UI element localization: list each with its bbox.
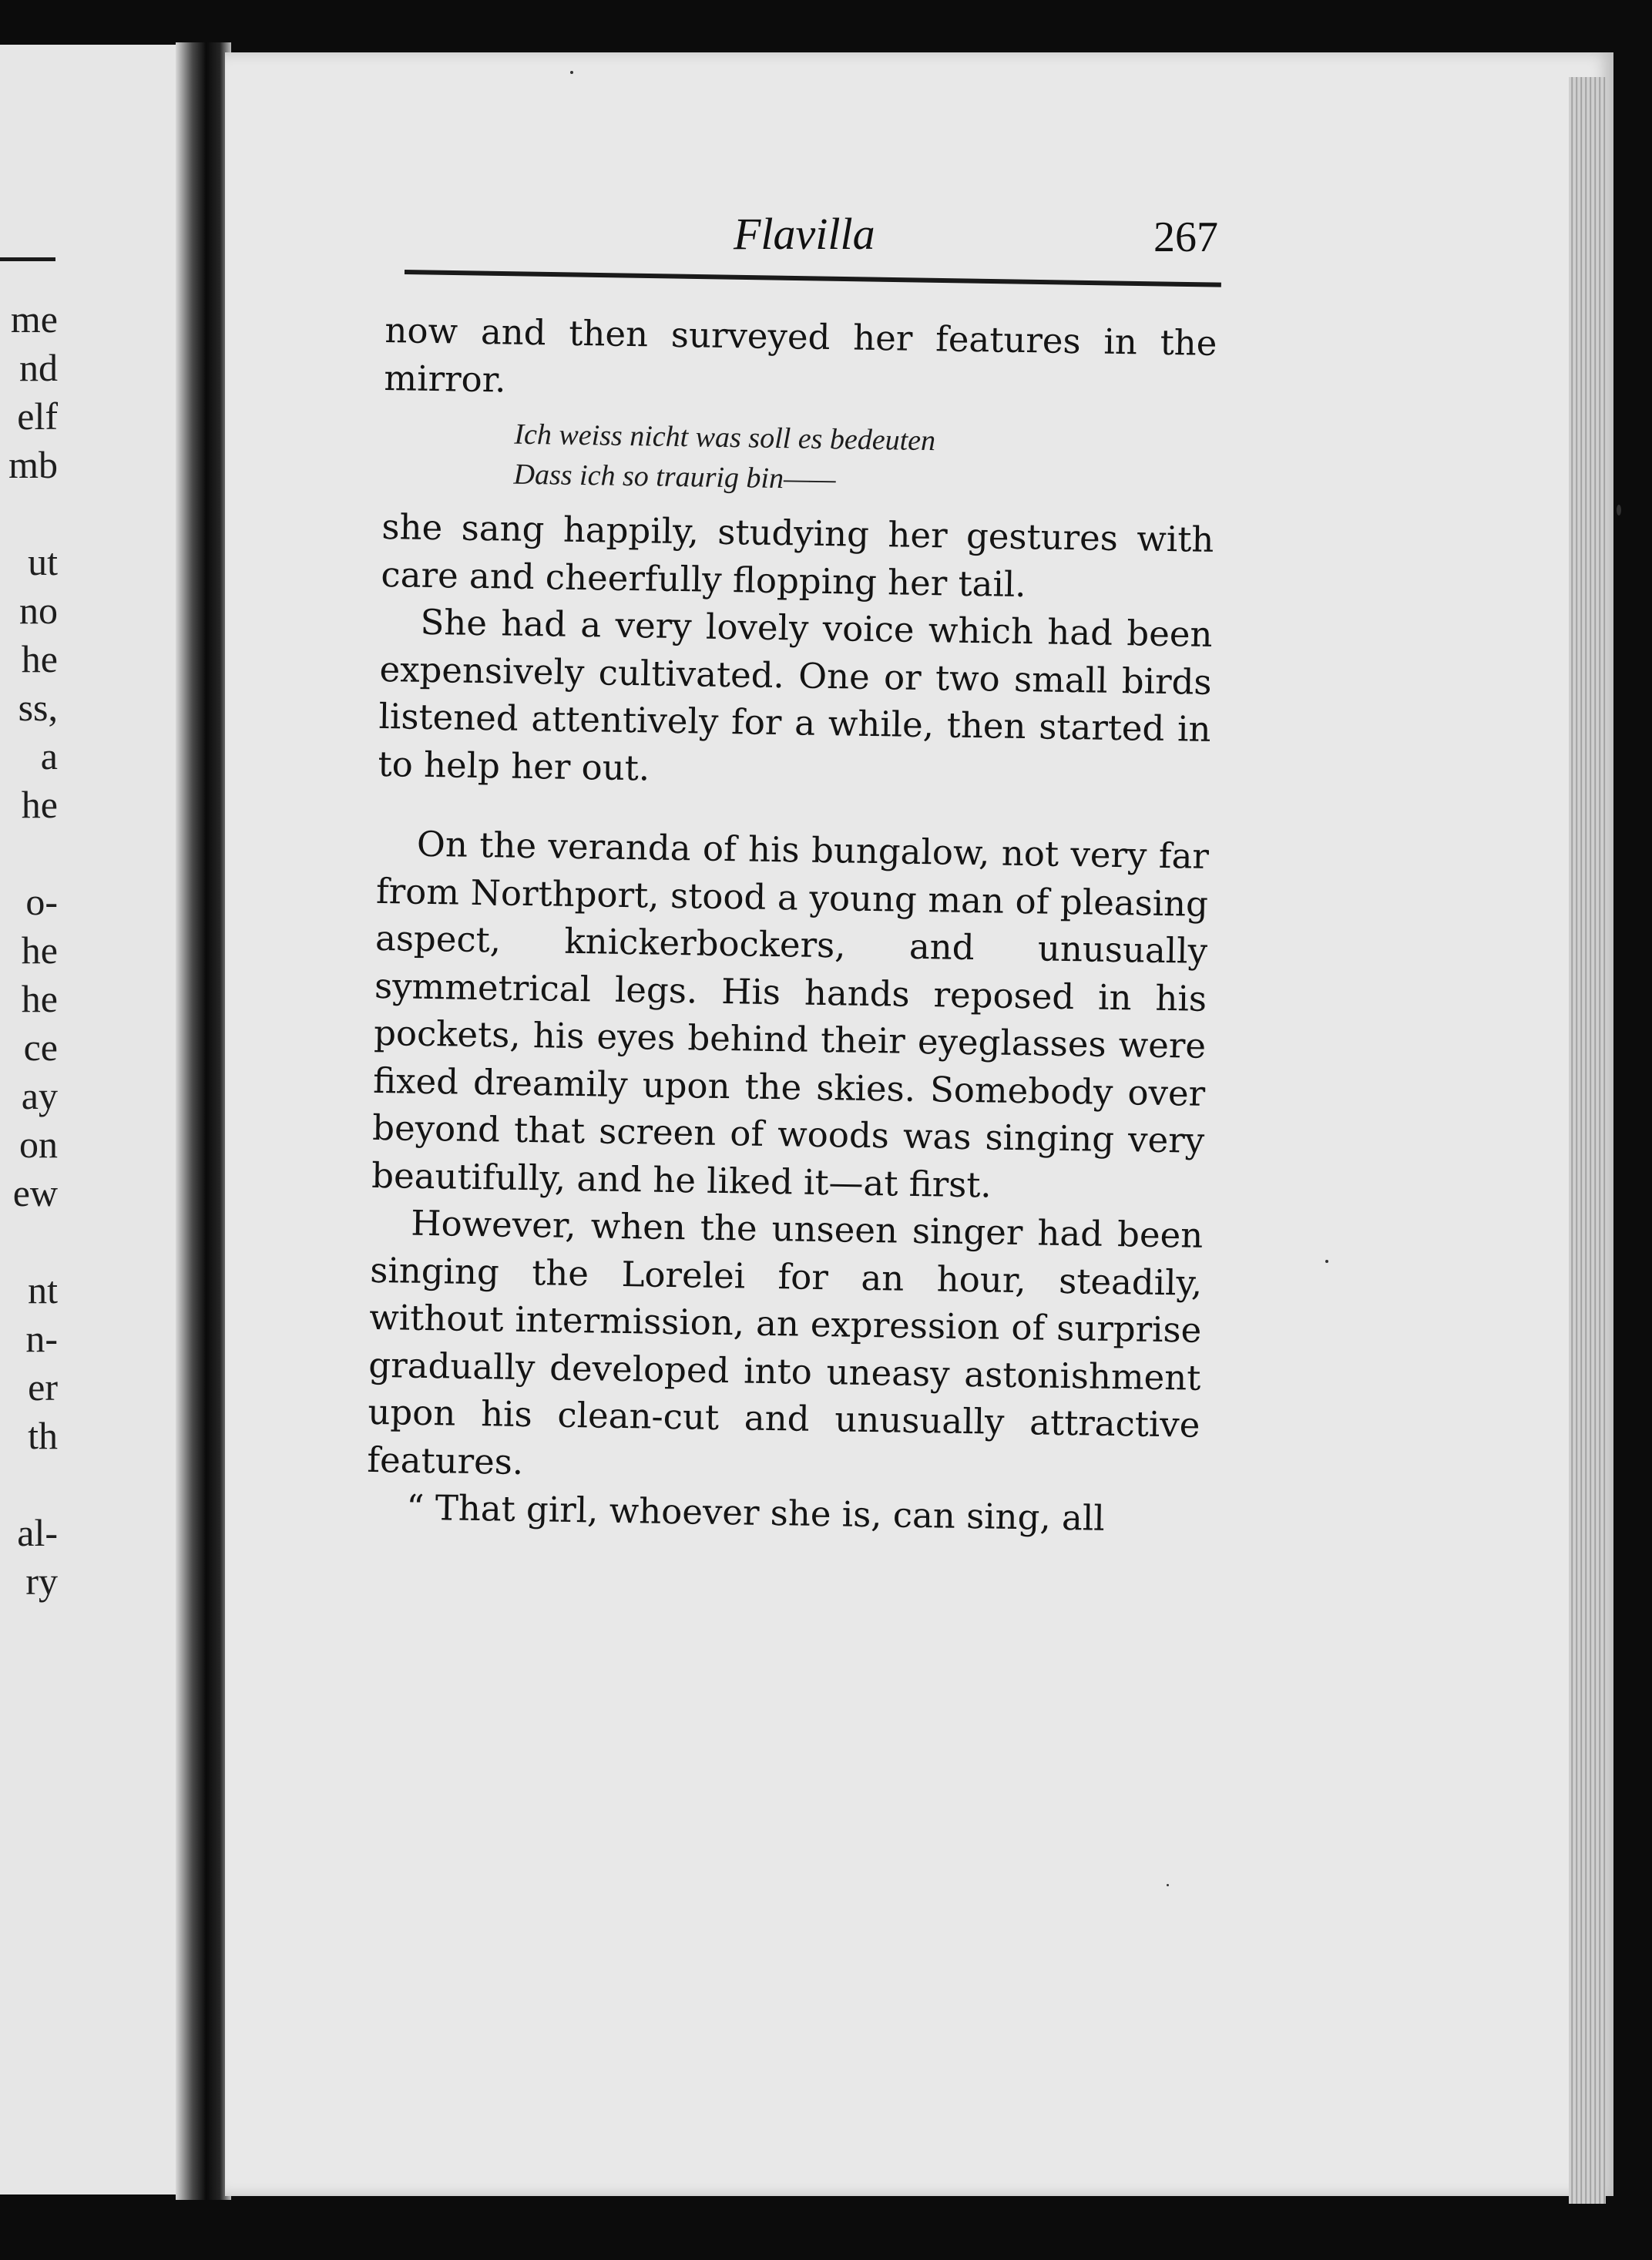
left-page-line-fragment: th [28,1414,58,1457]
verse-line: Ich weiss nicht was soll es bedeuten [514,418,936,458]
verse-quote [513,415,1216,505]
scan-speck [1167,1884,1169,1886]
left-page-line-fragment: he [21,637,58,680]
left-page-line-fragment: ce [23,1026,58,1069]
left-page-line-fragment: al- [17,1511,58,1554]
left-page-line-ends [0,295,58,1606]
left-page-line-fragment: ew [12,1171,58,1214]
left-page-line-fragment [0,1460,58,1509]
book-gutter [176,42,231,2200]
left-page-line-fragment [0,489,58,538]
page-number: 267 [1153,213,1218,261]
left-page-line-fragment: on [19,1123,58,1166]
left-page-rule [0,257,55,261]
left-page-line-fragment [0,829,58,878]
paragraph: She had a very lovely voice which had been expensively cultivated. One or two small birds listened attentively for a while, then started in to help her out. [378,601,1213,788]
left-page-line-fragment: nd [19,346,58,389]
left-page-line-fragment: ry [25,1560,58,1603]
paragraph: However, when the unseen singer had been singing the Lorelei for an hour, steadily, without intermission, an expression of surprise gradually developed into uneasy astonishment upon his clean-cut and unusually attractive features. [367,1202,1204,1483]
paragraph: now and then surveyed her features in the mirror. [384,309,1217,400]
body-text [366,307,1217,1543]
scan-speck [1617,505,1621,515]
page-edge [1569,77,1606,2204]
left-page-line-fragment: he [21,929,58,972]
left-page-line-fragment: nt [28,1268,58,1311]
left-page-line-fragment: n- [25,1317,58,1360]
left-page-line-fragment: er [28,1365,58,1409]
left-page-line-fragment: ut [28,540,58,583]
left-page-line-fragment: no [19,589,58,632]
left-page-line-fragment: me [10,297,58,341]
left-page-line-fragment: ss, [18,686,58,729]
left-page-line-fragment: ay [21,1074,58,1117]
scan-speck [570,71,573,74]
paragraph: On the veranda of his bungalow, not very far from Northport, stood a young man of pleasing aspect, knickerbockers, and unusually symmetrical legs. His hands reposed in his pockets, his eyes behind their eyeglasses were fixed dreamily upon the skies. Somebody over beyond that screen of woods was singing very beautifully, and he liked it—at first. [371,823,1210,1205]
left-page-line-fragment: o- [25,880,58,923]
paragraph: she sang happily, studying her gestures with care and cheerfully flopping her tail. [381,505,1214,605]
left-page-line-fragment: mb [8,443,58,486]
running-head [401,202,1217,279]
left-page-line-fragment: he [21,977,58,1020]
left-page-line-fragment: elf [17,395,58,438]
left-page-line-fragment [0,1217,58,1266]
paragraph: “ That girl, whoever she is, can sing, all [406,1486,1106,1539]
running-head-title: Flavilla [734,209,875,259]
left-page-line-fragment: he [21,783,58,826]
verse-line: Dass ich so traurig bin—— [513,458,836,496]
scan-speck [1325,1260,1328,1263]
left-page-line-fragment: a [40,734,58,777]
